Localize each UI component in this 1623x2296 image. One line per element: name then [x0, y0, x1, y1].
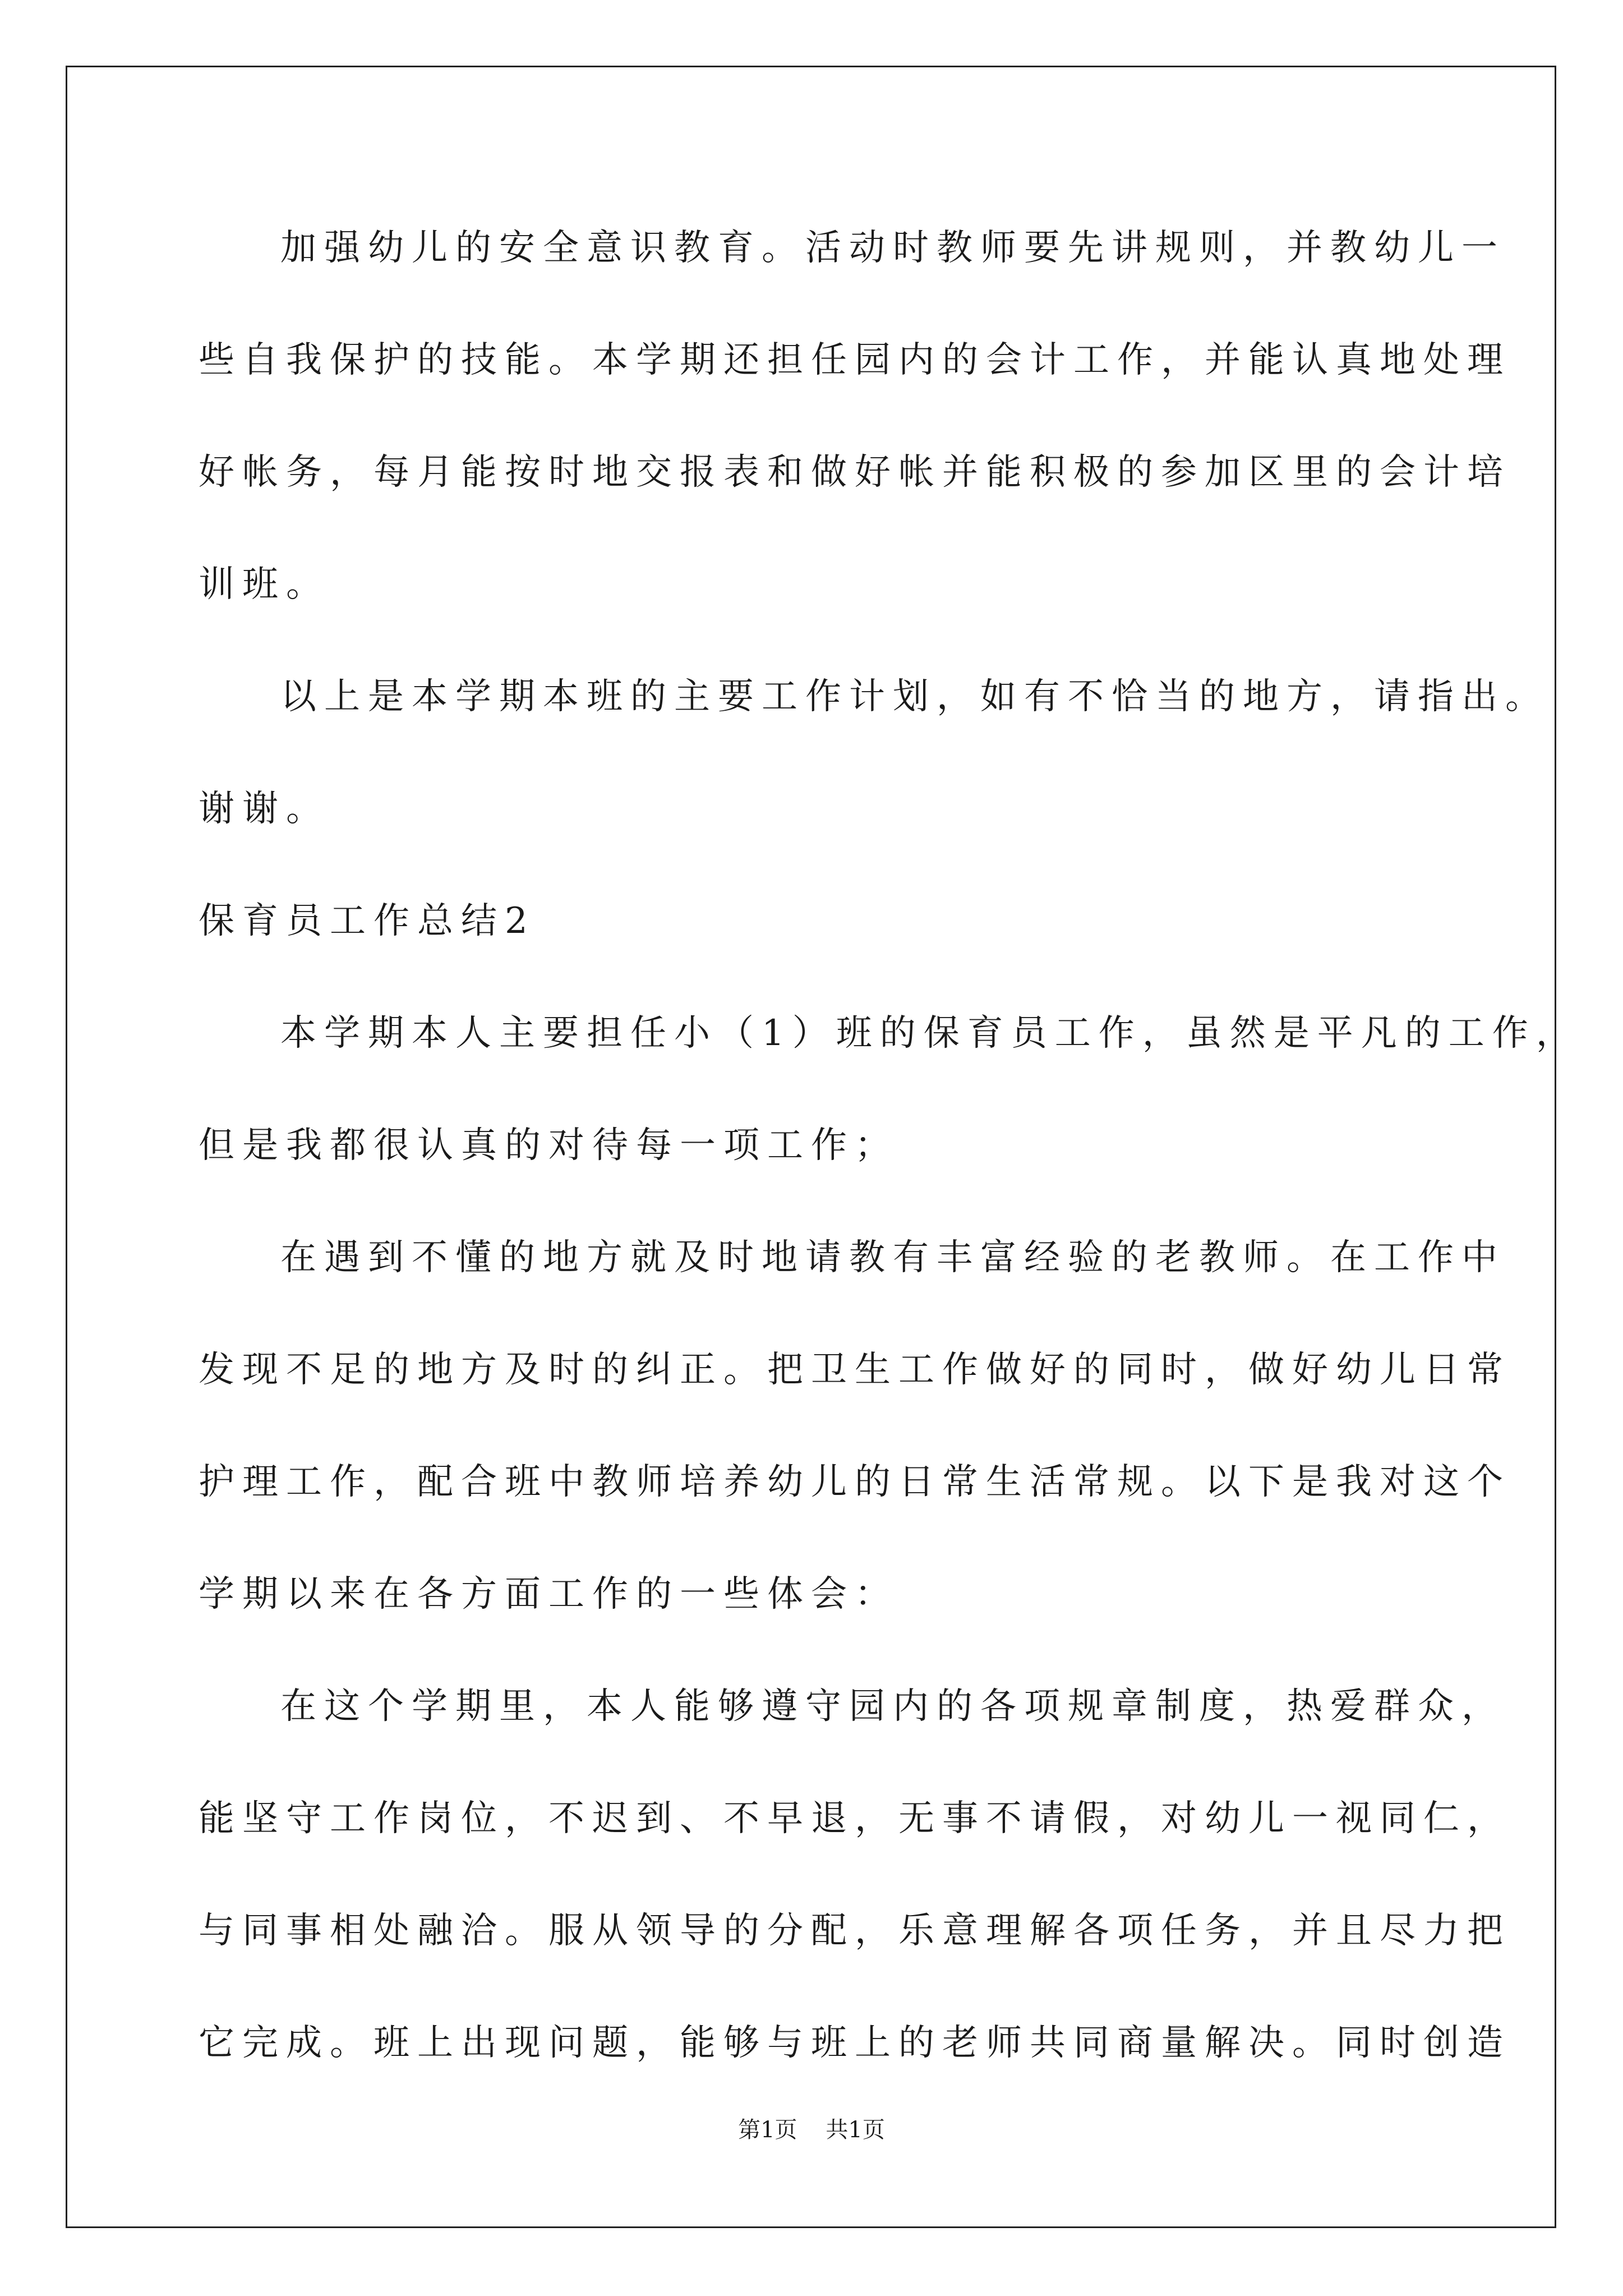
paragraph-line: 学期以来在各方面工作的一些体会： — [199, 1573, 898, 1615]
paragraph-line: 在遇到不懂的地方就及时地请教有丰富经验的老教师。在工作中 — [280, 1237, 1505, 1278]
section-heading: 保育员工作总结2 — [199, 900, 536, 942]
paragraph-line: 能坚守工作岗位，不迟到、不早退，无事不请假，对幼儿一视同仁， — [199, 1798, 1511, 1839]
paragraph-line: 本学期本人主要担任小（1）班的保育员工作，虽然是平凡的工作， — [280, 1013, 1580, 1054]
paragraph-line: 些自我保护的技能。本学期还担任园内的会计工作，并能认真地处理 — [199, 339, 1511, 381]
paragraph-line: 训班。 — [199, 564, 330, 605]
page-footer — [0, 2116, 1623, 2143]
page-total: 共1页 — [826, 2117, 885, 2143]
paragraph-line: 以上是本学期本班的主要工作计划，如有不恰当的地方，请指出。 — [280, 676, 1549, 717]
paragraph-line: 它完成。班上出现问题，能够与班上的老师共同商量解决。同时创造 — [199, 2022, 1511, 2064]
paragraph-line: 发现不足的地方及时的纠正。把卫生工作做好的同时，做好幼儿日常 — [199, 1349, 1511, 1391]
paragraph-line: 好帐务，每月能按时地交报表和做好帐并能积极的参加区里的会计培 — [199, 452, 1511, 493]
paragraph-line: 但是我都很认真的对待每一项工作； — [199, 1125, 898, 1166]
paragraph-line: 谢谢。 — [199, 788, 330, 830]
paragraph-line: 加强幼儿的安全意识教育。活动时教师要先讲规则，并教幼儿一 — [280, 227, 1505, 269]
paragraph-line: 在这个学期里，本人能够遵守园内的各项规章制度，热爱群众， — [280, 1686, 1505, 1727]
page-number: 第1页 — [738, 2117, 797, 2143]
paragraph-line: 与同事相处融洽。服从领导的分配，乐意理解各项任务，并且尽力把 — [199, 1910, 1511, 1952]
paragraph-line: 护理工作，配合班中教师培养幼儿的日常生活常规。以下是我对这个 — [199, 1461, 1511, 1503]
